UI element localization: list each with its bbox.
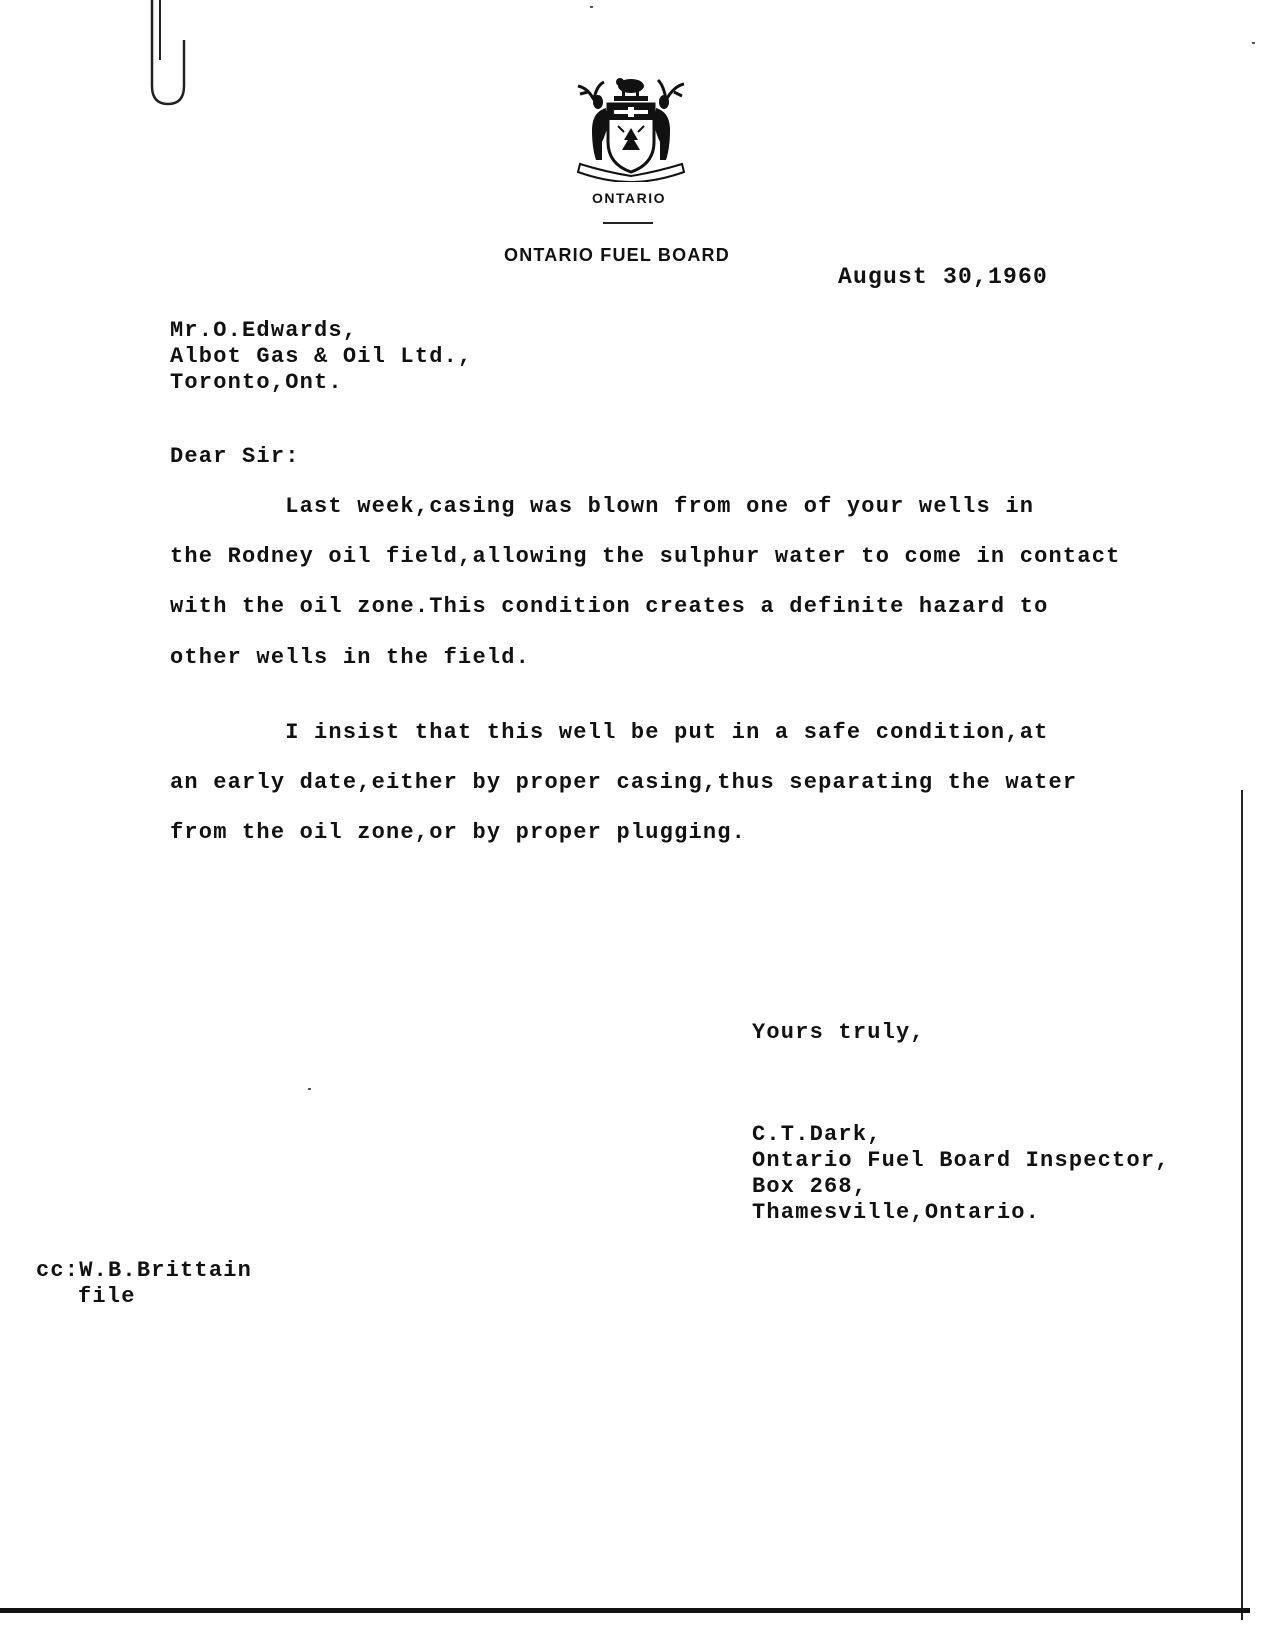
- signature-box: Box 268,: [752, 1174, 868, 1199]
- letterhead-province: ONTARIO: [592, 190, 667, 206]
- scan-edge-bottom: [0, 1608, 1250, 1613]
- signature-name: C.T.Dark,: [752, 1122, 882, 1147]
- body-paragraph-2-line: from the oil zone,or by proper plugging.: [170, 820, 747, 845]
- scan-edge-right: [1241, 790, 1243, 1620]
- body-paragraph-1-line: with the oil zone.This condition creates a definite hazard to: [170, 594, 1049, 619]
- scan-speck: [308, 1088, 311, 1090]
- scan-speck: [590, 6, 593, 8]
- letterhead-divider: [603, 222, 653, 224]
- recipient-company: Albot Gas & Oil Ltd.,: [170, 344, 473, 369]
- recipient-name: Mr.O.Edwards,: [170, 318, 358, 343]
- letter-date: August 30,1960: [838, 264, 1049, 290]
- paper-clip-icon: [148, 0, 192, 110]
- letterhead-organization: ONTARIO FUEL BOARD: [504, 245, 730, 265]
- scan-speck: [1252, 42, 1255, 44]
- ontario-coat-of-arms-icon: [566, 72, 696, 182]
- signature-title: Ontario Fuel Board Inspector,: [752, 1148, 1170, 1173]
- closing: Yours truly,: [752, 1020, 925, 1045]
- cc-line: cc:W.B.Brittain: [36, 1258, 253, 1283]
- salutation: Dear Sir:: [170, 444, 300, 469]
- cc-file-line: file: [78, 1284, 136, 1309]
- body-paragraph-1-line: the Rodney oil field,allowing the sulphur water to come in contact: [170, 544, 1121, 569]
- body-paragraph-2-line: an early date,either by proper casing,thus separating the water: [170, 770, 1078, 795]
- signature-location: Thamesville,Ontario.: [752, 1200, 1041, 1225]
- recipient-city: Toronto,Ont.: [170, 370, 343, 395]
- body-paragraph-1-line: Last week,casing was blown from one of your wells in: [170, 494, 1035, 519]
- body-paragraph-1-line: other wells in the field.: [170, 645, 531, 670]
- body-paragraph-2-line: I insist that this well be put in a safe condition,at: [170, 720, 1049, 745]
